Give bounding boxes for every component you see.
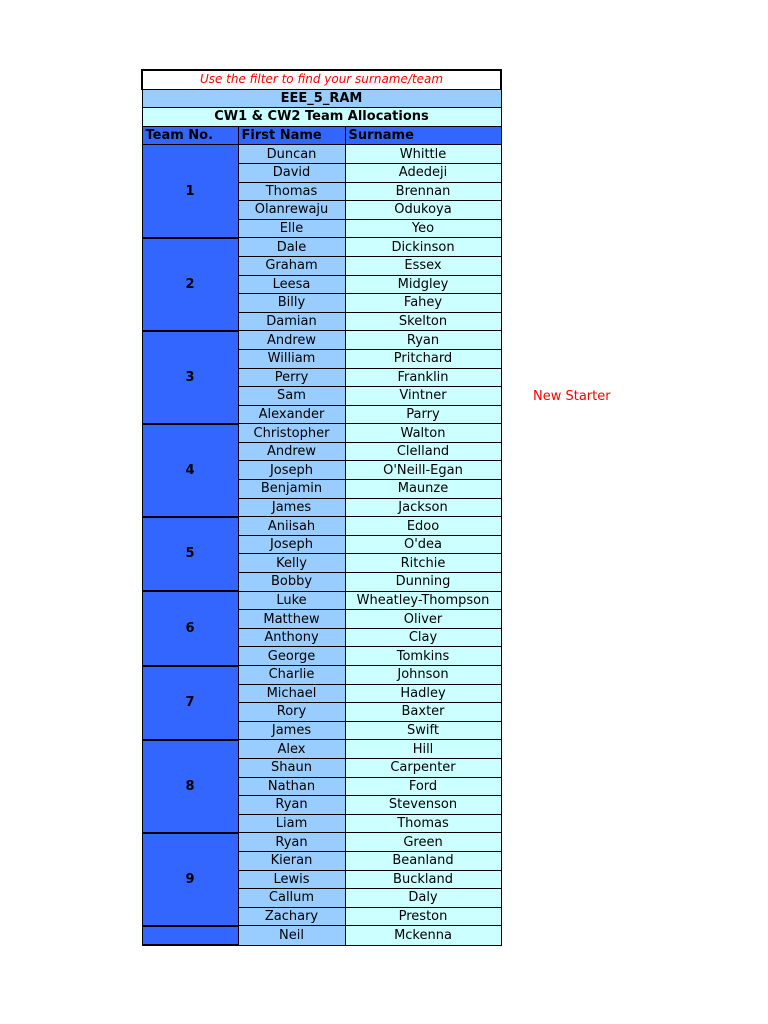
- first-name-cell: Kelly: [238, 554, 345, 573]
- first-name-cell: William: [238, 349, 345, 368]
- first-name-cell: Bobby: [238, 573, 345, 592]
- surname-cell: Franklin: [345, 368, 501, 387]
- first-name-cell: Joseph: [238, 535, 345, 554]
- surname-cell: Dunning: [345, 573, 501, 592]
- first-name-cell: Ryan: [238, 796, 345, 815]
- first-name-cell: Shaun: [238, 758, 345, 777]
- surname-cell: Dickinson: [345, 238, 501, 257]
- team-allocation-table: [141, 69, 502, 946]
- team-number-cell: 3: [142, 331, 238, 424]
- surname-cell: Johnson: [345, 666, 501, 685]
- surname-cell: Swift: [345, 721, 501, 740]
- first-name-cell: Luke: [238, 591, 345, 610]
- first-name-cell: Kieran: [238, 851, 345, 870]
- first-name-cell: Olanrewaju: [238, 201, 345, 220]
- table-row: [142, 740, 501, 759]
- first-name-cell: Rory: [238, 703, 345, 722]
- table-row: [142, 591, 501, 610]
- surname-cell: Stevenson: [345, 796, 501, 815]
- surname-cell: Tomkins: [345, 647, 501, 666]
- code-row: [142, 89, 501, 108]
- first-name-cell: Callum: [238, 889, 345, 908]
- first-name-cell: Matthew: [238, 610, 345, 629]
- team-number-cell: 6: [142, 591, 238, 665]
- first-name-cell: George: [238, 647, 345, 666]
- first-name-cell: James: [238, 721, 345, 740]
- surname-cell: Yeo: [345, 219, 501, 238]
- table-row: [142, 926, 501, 946]
- team-number-cell: 5: [142, 517, 238, 591]
- surname-cell: Essex: [345, 256, 501, 275]
- first-name-cell: Sam: [238, 387, 345, 406]
- first-name-cell: Zachary: [238, 907, 345, 926]
- surname-cell: Buckland: [345, 870, 501, 889]
- first-name-cell: Aniisah: [238, 517, 345, 536]
- surname-cell: Green: [345, 833, 501, 852]
- team-number-cell: 7: [142, 666, 238, 740]
- first-name-cell: Damian: [238, 312, 345, 331]
- table-row: [142, 238, 501, 257]
- surname-cell: Whittle: [345, 145, 501, 164]
- surname-cell: Preston: [345, 907, 501, 926]
- first-name-cell: Nathan: [238, 777, 345, 796]
- surname-cell: Daly: [345, 889, 501, 908]
- surname-cell: Vintner: [345, 387, 501, 406]
- table-row: [142, 145, 501, 164]
- team-number-cell: 2: [142, 238, 238, 331]
- team-number-cell: 1: [142, 145, 238, 238]
- first-name-cell: Christopher: [238, 424, 345, 443]
- first-name-cell: Lewis: [238, 870, 345, 889]
- surname-cell: Jackson: [345, 498, 501, 517]
- surname-cell: Fahey: [345, 294, 501, 313]
- surname-cell: Odukoya: [345, 201, 501, 220]
- first-name-cell: Michael: [238, 684, 345, 703]
- title-row: [142, 108, 501, 127]
- table-body: [142, 70, 501, 945]
- first-name-cell: James: [238, 498, 345, 517]
- surname-cell: Ryan: [345, 331, 501, 350]
- surname-cell: Oliver: [345, 610, 501, 629]
- table-row: [142, 517, 501, 536]
- first-name-cell: Ryan: [238, 833, 345, 852]
- sheet-title: CW1 & CW2 Team Allocations: [142, 108, 501, 127]
- header-surname[interactable]: Surname: [345, 126, 501, 145]
- surname-cell: Parry: [345, 405, 501, 424]
- table-row: [142, 331, 501, 350]
- first-name-cell: Alexander: [238, 405, 345, 424]
- first-name-cell: Leesa: [238, 275, 345, 294]
- table-row: [142, 833, 501, 852]
- surname-cell: Thomas: [345, 814, 501, 833]
- team-number-cell: 9: [142, 833, 238, 926]
- surname-cell: Midgley: [345, 275, 501, 294]
- first-name-cell: Dale: [238, 238, 345, 257]
- surname-cell: O'Neill-Egan: [345, 461, 501, 480]
- surname-cell: Pritchard: [345, 349, 501, 368]
- surname-cell: Clelland: [345, 442, 501, 461]
- first-name-cell: Graham: [238, 256, 345, 275]
- new-starter-note: New Starter: [533, 389, 611, 404]
- first-name-cell: Liam: [238, 814, 345, 833]
- surname-cell: Clay: [345, 628, 501, 647]
- surname-cell: Baxter: [345, 703, 501, 722]
- first-name-cell: Charlie: [238, 666, 345, 685]
- header-row: [142, 126, 501, 145]
- surname-cell: O'dea: [345, 535, 501, 554]
- first-name-cell: Anthony: [238, 628, 345, 647]
- table-row: [142, 424, 501, 443]
- first-name-cell: Joseph: [238, 461, 345, 480]
- first-name-cell: Andrew: [238, 442, 345, 461]
- surname-cell: Hadley: [345, 684, 501, 703]
- first-name-cell: Thomas: [238, 182, 345, 201]
- first-name-cell: Perry: [238, 368, 345, 387]
- surname-cell: Ritchie: [345, 554, 501, 573]
- first-name-cell: Billy: [238, 294, 345, 313]
- filter-instruction: Use the filter to find your surname/team: [142, 70, 501, 89]
- surname-cell: Hill: [345, 740, 501, 759]
- instruction-row: [142, 70, 501, 89]
- surname-cell: Carpenter: [345, 758, 501, 777]
- surname-cell: Mckenna: [345, 926, 501, 946]
- team-number-cell: [142, 926, 238, 946]
- surname-cell: Brennan: [345, 182, 501, 201]
- first-name-cell: Benjamin: [238, 480, 345, 499]
- team-number-cell: 8: [142, 740, 238, 833]
- team-number-cell: 4: [142, 424, 238, 517]
- surname-cell: Skelton: [345, 312, 501, 331]
- surname-cell: Adedeji: [345, 163, 501, 182]
- surname-cell: Walton: [345, 424, 501, 443]
- first-name-cell: Duncan: [238, 145, 345, 164]
- first-name-cell: Neil: [238, 926, 345, 946]
- surname-cell: Beanland: [345, 851, 501, 870]
- surname-cell: Ford: [345, 777, 501, 796]
- first-name-cell: David: [238, 163, 345, 182]
- first-name-cell: Alex: [238, 740, 345, 759]
- surname-cell: Maunze: [345, 480, 501, 499]
- table-row: [142, 666, 501, 685]
- surname-cell: Wheatley-Thompson: [345, 591, 501, 610]
- first-name-cell: Elle: [238, 219, 345, 238]
- surname-cell: Edoo: [345, 517, 501, 536]
- header-team-no[interactable]: Team No.: [142, 126, 238, 145]
- header-first-name[interactable]: First Name: [238, 126, 345, 145]
- module-code: EEE_5_RAM: [142, 89, 501, 108]
- first-name-cell: Andrew: [238, 331, 345, 350]
